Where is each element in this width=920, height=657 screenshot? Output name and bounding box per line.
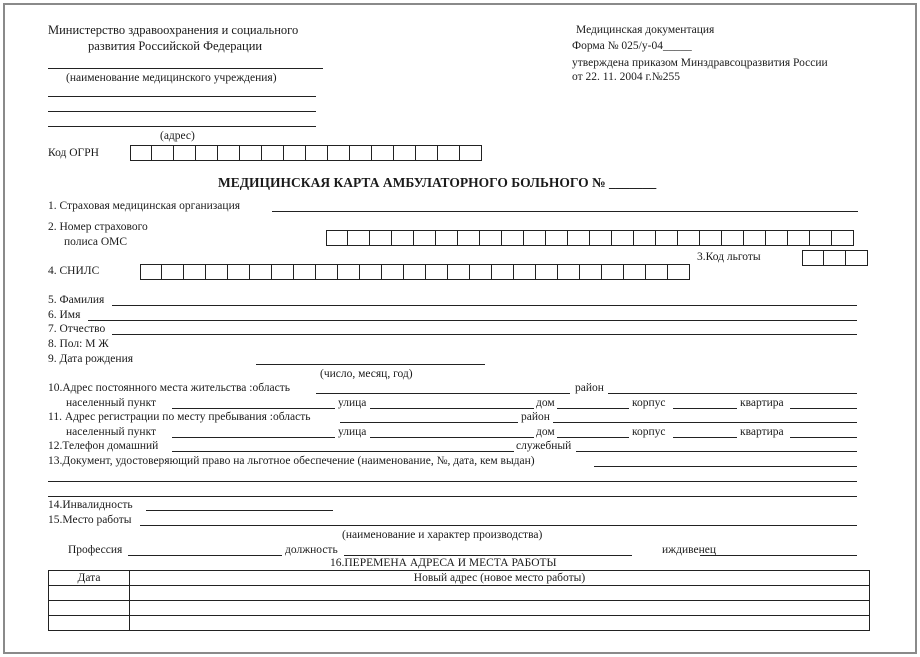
perm-region-line[interactable]: [316, 393, 570, 394]
address-caption: (адрес): [160, 130, 195, 142]
ogrn-label: Код ОГРН: [48, 147, 99, 159]
position-label: должность: [285, 544, 338, 556]
profession-label: Профессия: [68, 544, 123, 556]
benefit-doc-label: 13.Документ, удостоверяющий право на льготное обеспечение (наименование, №, дата, кем выдан): [48, 455, 535, 467]
ogrn-cells[interactable]: [130, 145, 482, 161]
workplace-caption: (наименование и характер производства): [342, 529, 543, 541]
table-row[interactable]: [49, 616, 870, 631]
policy-cells[interactable]: [326, 230, 854, 246]
perm-building-label: корпус: [632, 397, 666, 409]
address-change-table: [48, 570, 870, 631]
perm-district-label: район: [575, 382, 604, 394]
address-line-2[interactable]: [48, 111, 316, 112]
insurer-label: 1. Страховая медицинская организация: [48, 200, 241, 212]
benefit-doc-line-3[interactable]: [48, 496, 857, 497]
reg-house-line[interactable]: [557, 437, 629, 438]
sex-label: 8. Пол: М Ж: [48, 338, 109, 350]
address-line-1[interactable]: [48, 96, 316, 97]
reg-street-label: улица: [338, 426, 367, 438]
phone-work-line[interactable]: [576, 451, 857, 452]
address-line-3[interactable]: [48, 126, 316, 127]
reg-building-label: корпус: [632, 426, 666, 438]
perm-district-line[interactable]: [608, 393, 857, 394]
reg-address-label: 11. Адрес регистрации по месту пребывания :область: [48, 411, 311, 423]
table-row[interactable]: [49, 601, 870, 616]
reg-building-line[interactable]: [673, 437, 737, 438]
birth-date-label: 9. Дата рождения: [48, 353, 134, 365]
snils-cells[interactable]: [140, 264, 690, 280]
dependent-line[interactable]: [700, 555, 857, 556]
benefit-doc-line-2[interactable]: [48, 481, 857, 482]
phone-home-line[interactable]: [172, 451, 514, 452]
reg-apartment-label: квартира: [740, 426, 784, 438]
perm-street-label: улица: [338, 397, 367, 409]
perm-locality-line[interactable]: [172, 408, 335, 409]
patronymic-line[interactable]: [112, 334, 857, 335]
dependent-label: иждивенец: [662, 544, 716, 556]
disability-label: 14.Инвалидность: [48, 499, 133, 511]
perm-building-line[interactable]: [673, 408, 737, 409]
card-title: МЕДИЦИНСКАЯ КАРТА АМБУЛАТОРНОГО БОЛЬНОГО № _______: [218, 175, 657, 190]
birth-date-caption: (число, месяц, год): [320, 368, 413, 380]
surname-line[interactable]: [112, 305, 857, 306]
col-date: Дата: [49, 571, 130, 586]
reg-district-line[interactable]: [553, 422, 857, 423]
col-new-address: Новый адрес (новое место работы): [130, 571, 870, 586]
institution-caption: (наименование медицинского учреждения): [66, 72, 277, 84]
approved-line2: от 22. 11. 2004 г.№255: [572, 71, 680, 83]
institution-name-line[interactable]: [48, 68, 323, 69]
ministry-line2: развития Российской Федерации: [88, 39, 263, 53]
name-line[interactable]: [88, 320, 857, 321]
surname-label: 5. Фамилия: [48, 294, 105, 306]
profession-line[interactable]: [128, 555, 282, 556]
benefit-doc-line-1[interactable]: [594, 466, 857, 467]
perm-house-line[interactable]: [557, 408, 629, 409]
policy-label-2: полиса ОМС: [64, 236, 128, 248]
table-row[interactable]: [49, 586, 870, 601]
reg-locality-label: населенный пункт: [66, 426, 157, 438]
workplace-label: 15.Место работы: [48, 514, 132, 526]
perm-locality-label: населенный пункт: [66, 397, 157, 409]
benefit-code-cells[interactable]: [802, 250, 868, 266]
reg-house-label: дом: [536, 426, 555, 438]
name-label: 6. Имя: [48, 309, 81, 321]
phone-home-label: 12.Телефон домашний: [48, 440, 159, 452]
change-section-title: 16.ПЕРЕМЕНА АДРЕСА И МЕСТА РАБОТЫ: [330, 557, 557, 569]
policy-label-1: 2. Номер страхового: [48, 221, 148, 233]
workplace-line[interactable]: [140, 525, 857, 526]
patronymic-label: 7. Отчество: [48, 323, 106, 335]
ministry-line1: Министерство здравоохранения и социального: [48, 23, 299, 37]
position-line[interactable]: [344, 555, 632, 556]
reg-district-label: район: [521, 411, 550, 423]
reg-locality-line[interactable]: [172, 437, 335, 438]
perm-apartment-line[interactable]: [790, 408, 857, 409]
disability-line[interactable]: [146, 510, 333, 511]
perm-apartment-label: квартира: [740, 397, 784, 409]
birth-date-line[interactable]: [256, 364, 485, 365]
perm-house-label: дом: [536, 397, 555, 409]
perm-address-label: 10.Адрес постоянного места жительства :область: [48, 382, 290, 394]
insurer-line[interactable]: [272, 211, 858, 212]
benefit-code-label: 3.Код льготы: [697, 251, 761, 263]
perm-street-line[interactable]: [370, 408, 534, 409]
form-number: Форма № 025/у-04_____: [572, 40, 692, 52]
approved-line1: утверждена приказом Минздравсоцразвития России: [572, 57, 828, 69]
reg-street-line[interactable]: [370, 437, 534, 438]
phone-work-label: служебный: [516, 440, 572, 452]
snils-label: 4. СНИЛС: [48, 265, 100, 277]
reg-apartment-line[interactable]: [790, 437, 857, 438]
reg-region-line[interactable]: [340, 422, 518, 423]
doc-type: Медицинская документация: [576, 24, 715, 36]
